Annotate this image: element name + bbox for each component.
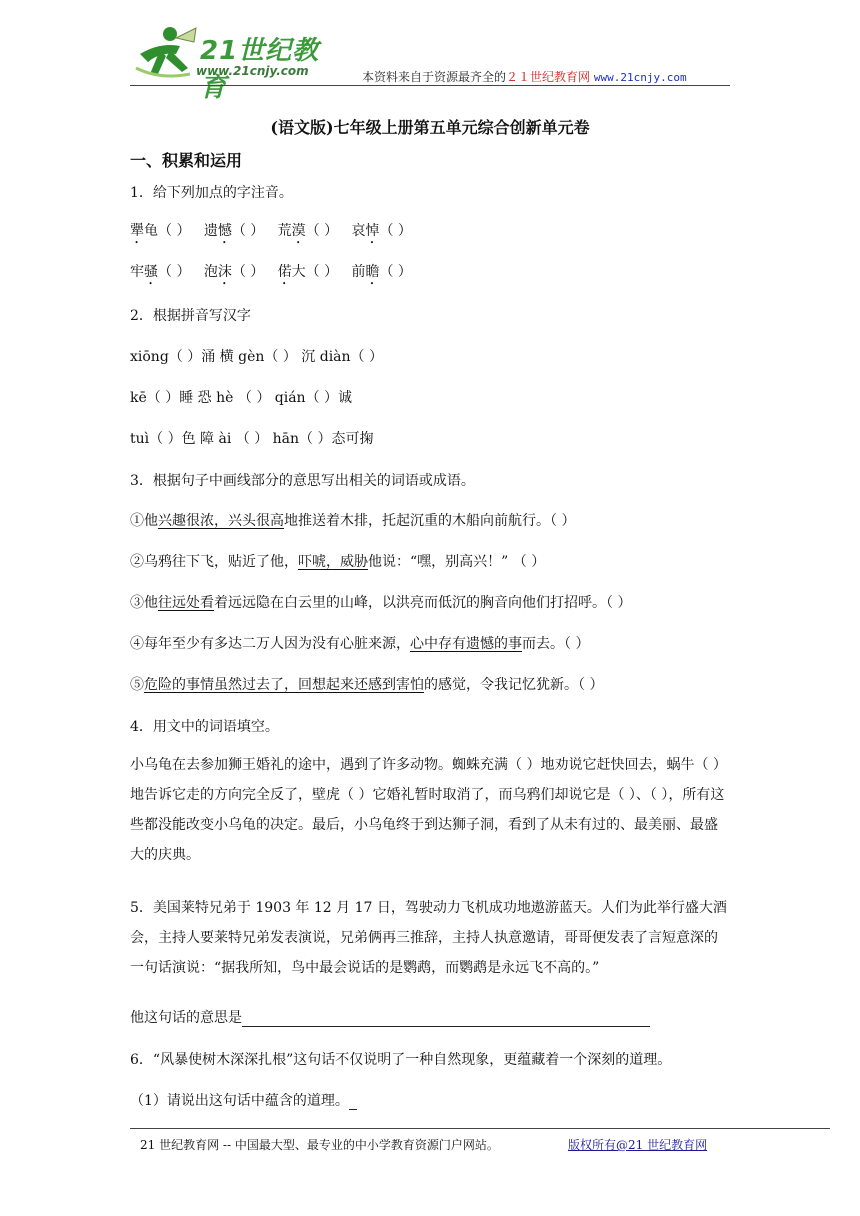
item: 泡沫（ ） bbox=[203, 264, 265, 280]
footer-copyright-link[interactable]: 版权所有@21 世纪教育网 bbox=[568, 1138, 708, 1152]
question-4-label: 4．用文中的词语填空。 bbox=[130, 719, 279, 735]
question-3-sentence-1: ①他兴趣很浓，兴头很高地推送着木排，托起沉重的木船向前航行。（ ） bbox=[130, 513, 576, 529]
section-heading: 一、积累和运用 bbox=[130, 151, 243, 170]
answer-prompt: 他这句话的意思是 bbox=[130, 1010, 242, 1026]
footer-divider bbox=[130, 1128, 830, 1129]
question-1-row-2 bbox=[130, 261, 412, 288]
runner-logo-icon bbox=[130, 24, 200, 80]
item: 遗憾（ ） bbox=[203, 223, 265, 239]
question-3-sentence-3: ③他往远处看着远远隐在白云里的山峰，以洪亮而低沉的胸音向他们打招呼。（ ） bbox=[130, 595, 632, 611]
page-header bbox=[0, 0, 860, 103]
item: 前瞻（ ） bbox=[351, 264, 412, 280]
question-3-sentence-5: ⑤危险的事情虽然过去了，回想起来还感到害怕的感觉，令我记忆犹新。（ ） bbox=[130, 677, 604, 693]
header-url-link[interactable]: www.21cnjy.com bbox=[593, 71, 687, 84]
header-site-link[interactable]: ２１世纪教育网 bbox=[506, 70, 591, 84]
question-2-line-3: tuì（ ）色 障 ài （ ） hān（ ）态可掬 bbox=[130, 431, 374, 447]
question-1-row-1 bbox=[130, 220, 412, 247]
item: 犟龟（ ） bbox=[130, 223, 191, 239]
item: 偌大（ ） bbox=[277, 264, 339, 280]
question-3-label: 3．根据句子中画线部分的意思写出相关的词语或成语。 bbox=[130, 473, 475, 489]
question-6-label: 6．“风暴使树木深深扎根”这句话不仅说明了一种自然现象，更蕴藏着一个深刻的道理。 bbox=[130, 1052, 672, 1068]
answer-blank[interactable] bbox=[242, 1010, 650, 1027]
header-note-prefix: 本资料来自于资源最齐全的 bbox=[362, 70, 507, 84]
question-1-label: 1．给下列加点的字注音。 bbox=[130, 185, 293, 201]
item: 荒漠（ ） bbox=[277, 223, 339, 239]
question-4-passage: 小乌龟在去参加狮王婚礼的途中，遇到了许多动物。蜘蛛充满（ ）地劝说它赶快回去，蜗牛（ ）地告诉它走的方向完全反了，壁虎（ ）它婚礼暂时取消了，而乌鸦们却说它是（ ）、（ ），所有这些都没能改变小乌龟的决定。最后，小乌龟终于到达狮子洞，看到了从未有过的、最美丽、最盛大的庆典。 bbox=[130, 757, 727, 863]
question-3-sentence-2: ②乌鸦往下飞，贴近了他，吓唬，威胁他说：“嘿，别高兴！” （ ） bbox=[130, 554, 546, 570]
answer-blank[interactable] bbox=[349, 1095, 357, 1110]
question-3-sentence-4: ④每年至少有多达二万人因为没有心脏来源，心中存有遗憾的事而去。（ ） bbox=[130, 636, 590, 652]
site-logo[interactable] bbox=[130, 24, 340, 103]
question-2-label: 2．根据拼音写汉字 bbox=[130, 308, 251, 324]
footer-text: 21 世纪教育网 -- 中国最大型、最专业的中小学教育资源门户网站。 bbox=[140, 1138, 499, 1152]
logo-url-text: www.21cnjy.com bbox=[196, 64, 309, 78]
header-divider bbox=[130, 85, 730, 86]
question-5-passage: 5．美国莱特兄弟于 1903 年 12 月 17 日，驾驶动力飞机成功地遨游蓝天。人们为此举行盛大酒会，主持人要莱特兄弟发表演说，兄弟俩再三推辞，主持人执意邀请，哥哥便发表了言短意深的一句话演说：“据我所知，鸟中最会说话的是鹦鹉，而鹦鹉是永远飞不高的。” bbox=[130, 900, 727, 976]
header-note bbox=[362, 68, 687, 85]
page-title: (语文版)七年级上册第五单元综合创新单元卷 bbox=[270, 118, 590, 137]
question-5-answer-line bbox=[130, 1007, 650, 1027]
question-2-line-1: xiōng（ ）涌 横 gèn（ ） 沉 diàn（ ） bbox=[130, 349, 383, 365]
question-2-line-2: kē（ ）睡 恐 hè （ ） qián（ ）诚 bbox=[130, 390, 353, 406]
logo-brand-text: 21世纪教育 bbox=[200, 36, 320, 103]
item: 哀悼（ ） bbox=[351, 223, 412, 239]
item: 牢骚（ ） bbox=[130, 264, 191, 280]
question-6-sub-1: （1）请说出这句话中蕴含的道理。 bbox=[130, 1090, 357, 1110]
